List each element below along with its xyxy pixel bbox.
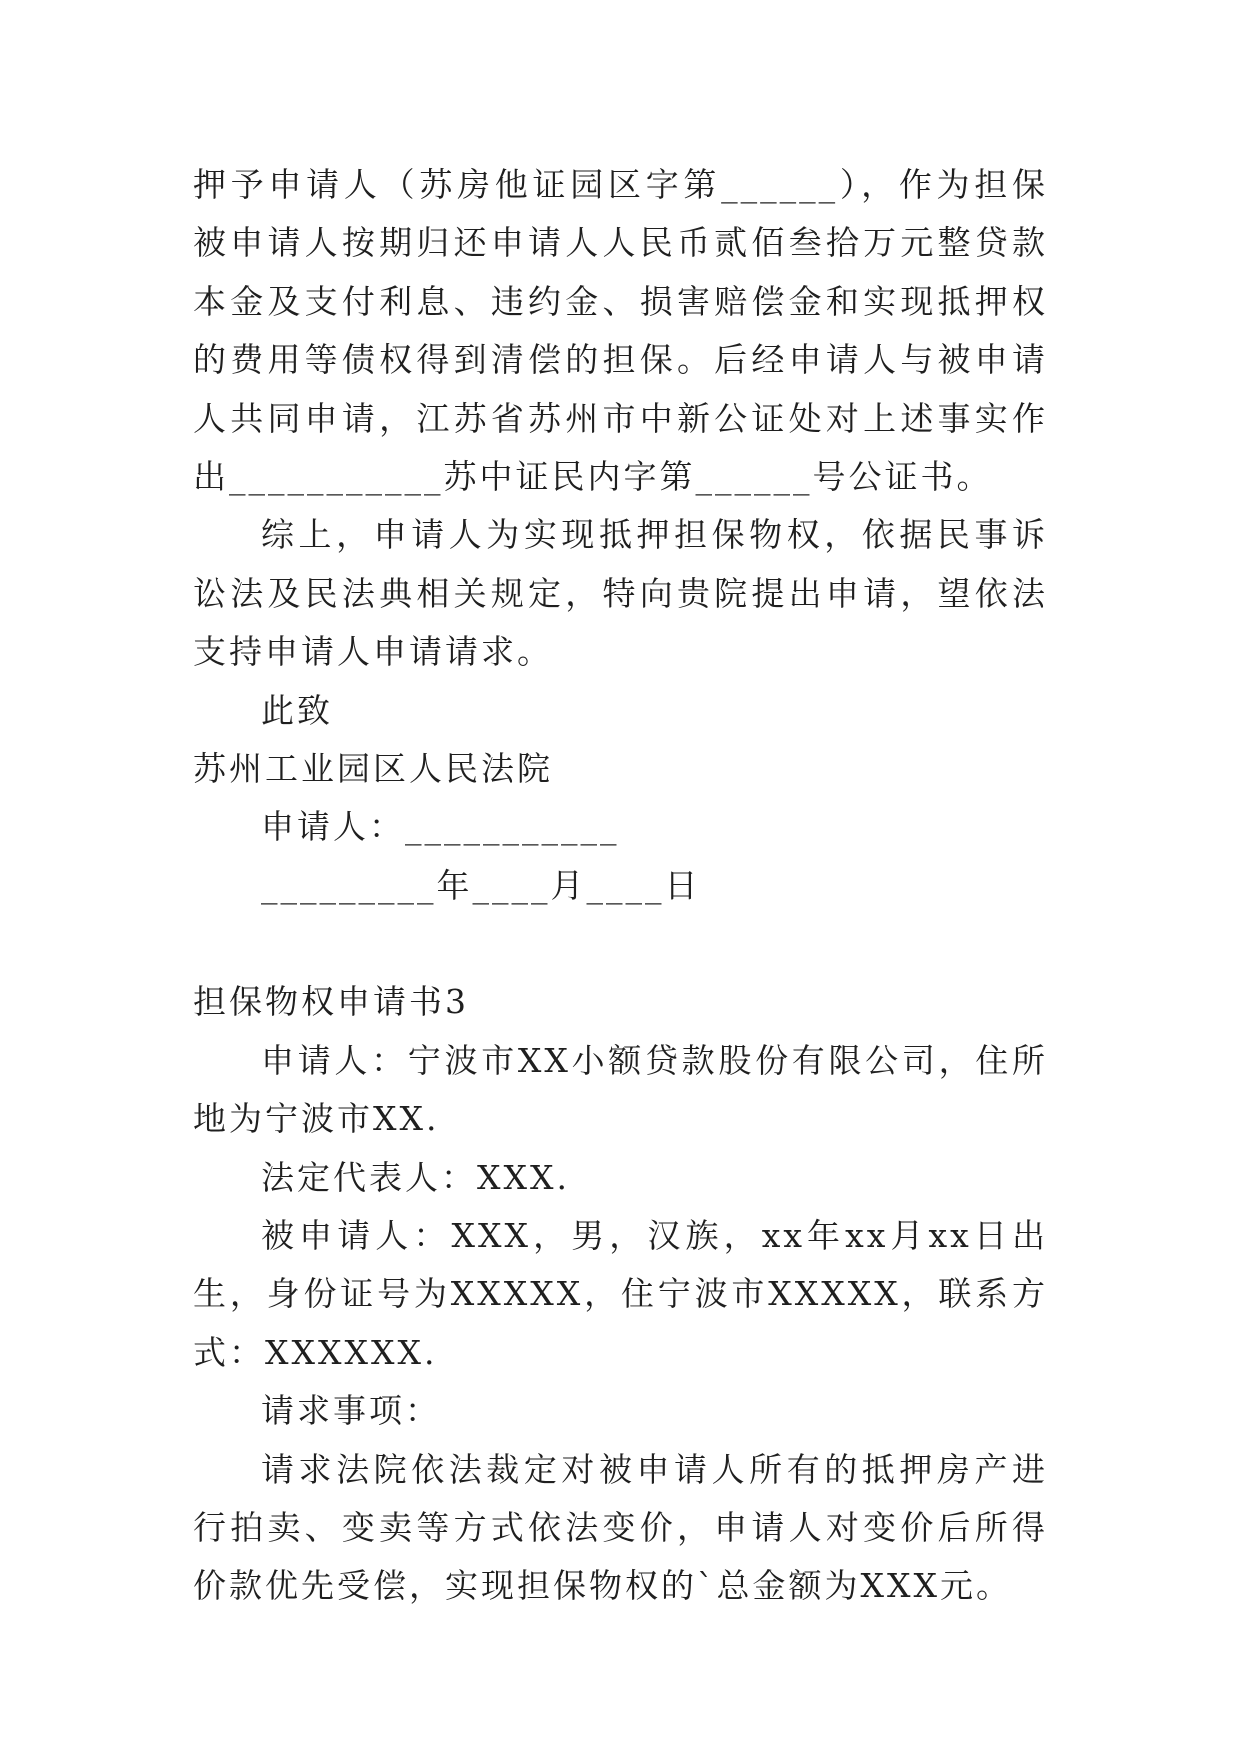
salutation-cizhi: 此致 [261,690,333,730]
document-body [193,156,1048,1616]
section-title: 担保物权申请书3 [193,982,469,1022]
court-name: 苏州工业园区人民法院 [193,749,553,789]
applicant-signature-line: 申请人：___________ [261,807,620,847]
paragraph-mortgage-continuation: 押予申请人（苏房他证园区字第______），作为担保被申请人按期归还申请人人民币贰佰叁拾万元整贷款本金及支付利息、违约金、损害赔偿金和实现抵押权的费用等债权得到清偿的担保。后经申请人与被申请人共同申请，江苏省苏州市中新公证处对上述事实作出___________苏中证民内字第______号公证书。 [193,165,1048,497]
paragraph-conclusion: 综上，申请人为实现抵押担保物权，依据民事诉讼法及民法典相关规定，特向贵院提出申请，望依法支持申请人申请请求。 [193,515,1048,672]
paragraph-legal-representative: 法定代表人：XXX. [261,1157,570,1197]
paragraph-request-detail: 请求法院依法裁定对被申请人所有的抵押房产进行拍卖、变卖等方式依法变价，申请人对变价后所得价款优先受偿，实现担保物权的`总金额为XXX元。 [193,1449,1048,1606]
paragraph-applicant: 申请人：宁波市XX小额贷款股份有限公司，住所地为宁波市XX. [193,1040,1048,1139]
section-spacer [193,915,1048,973]
heading-request-items: 请求事项： [261,1391,441,1431]
paragraph-respondent: 被申请人：XXX，男，汉族，xx年xx月xx日出生，身份证号为XXXXX，住宁波市XXXXX，联系方式：XXXXXX. [193,1215,1048,1372]
date-line: _________年____月____日 [261,865,701,905]
